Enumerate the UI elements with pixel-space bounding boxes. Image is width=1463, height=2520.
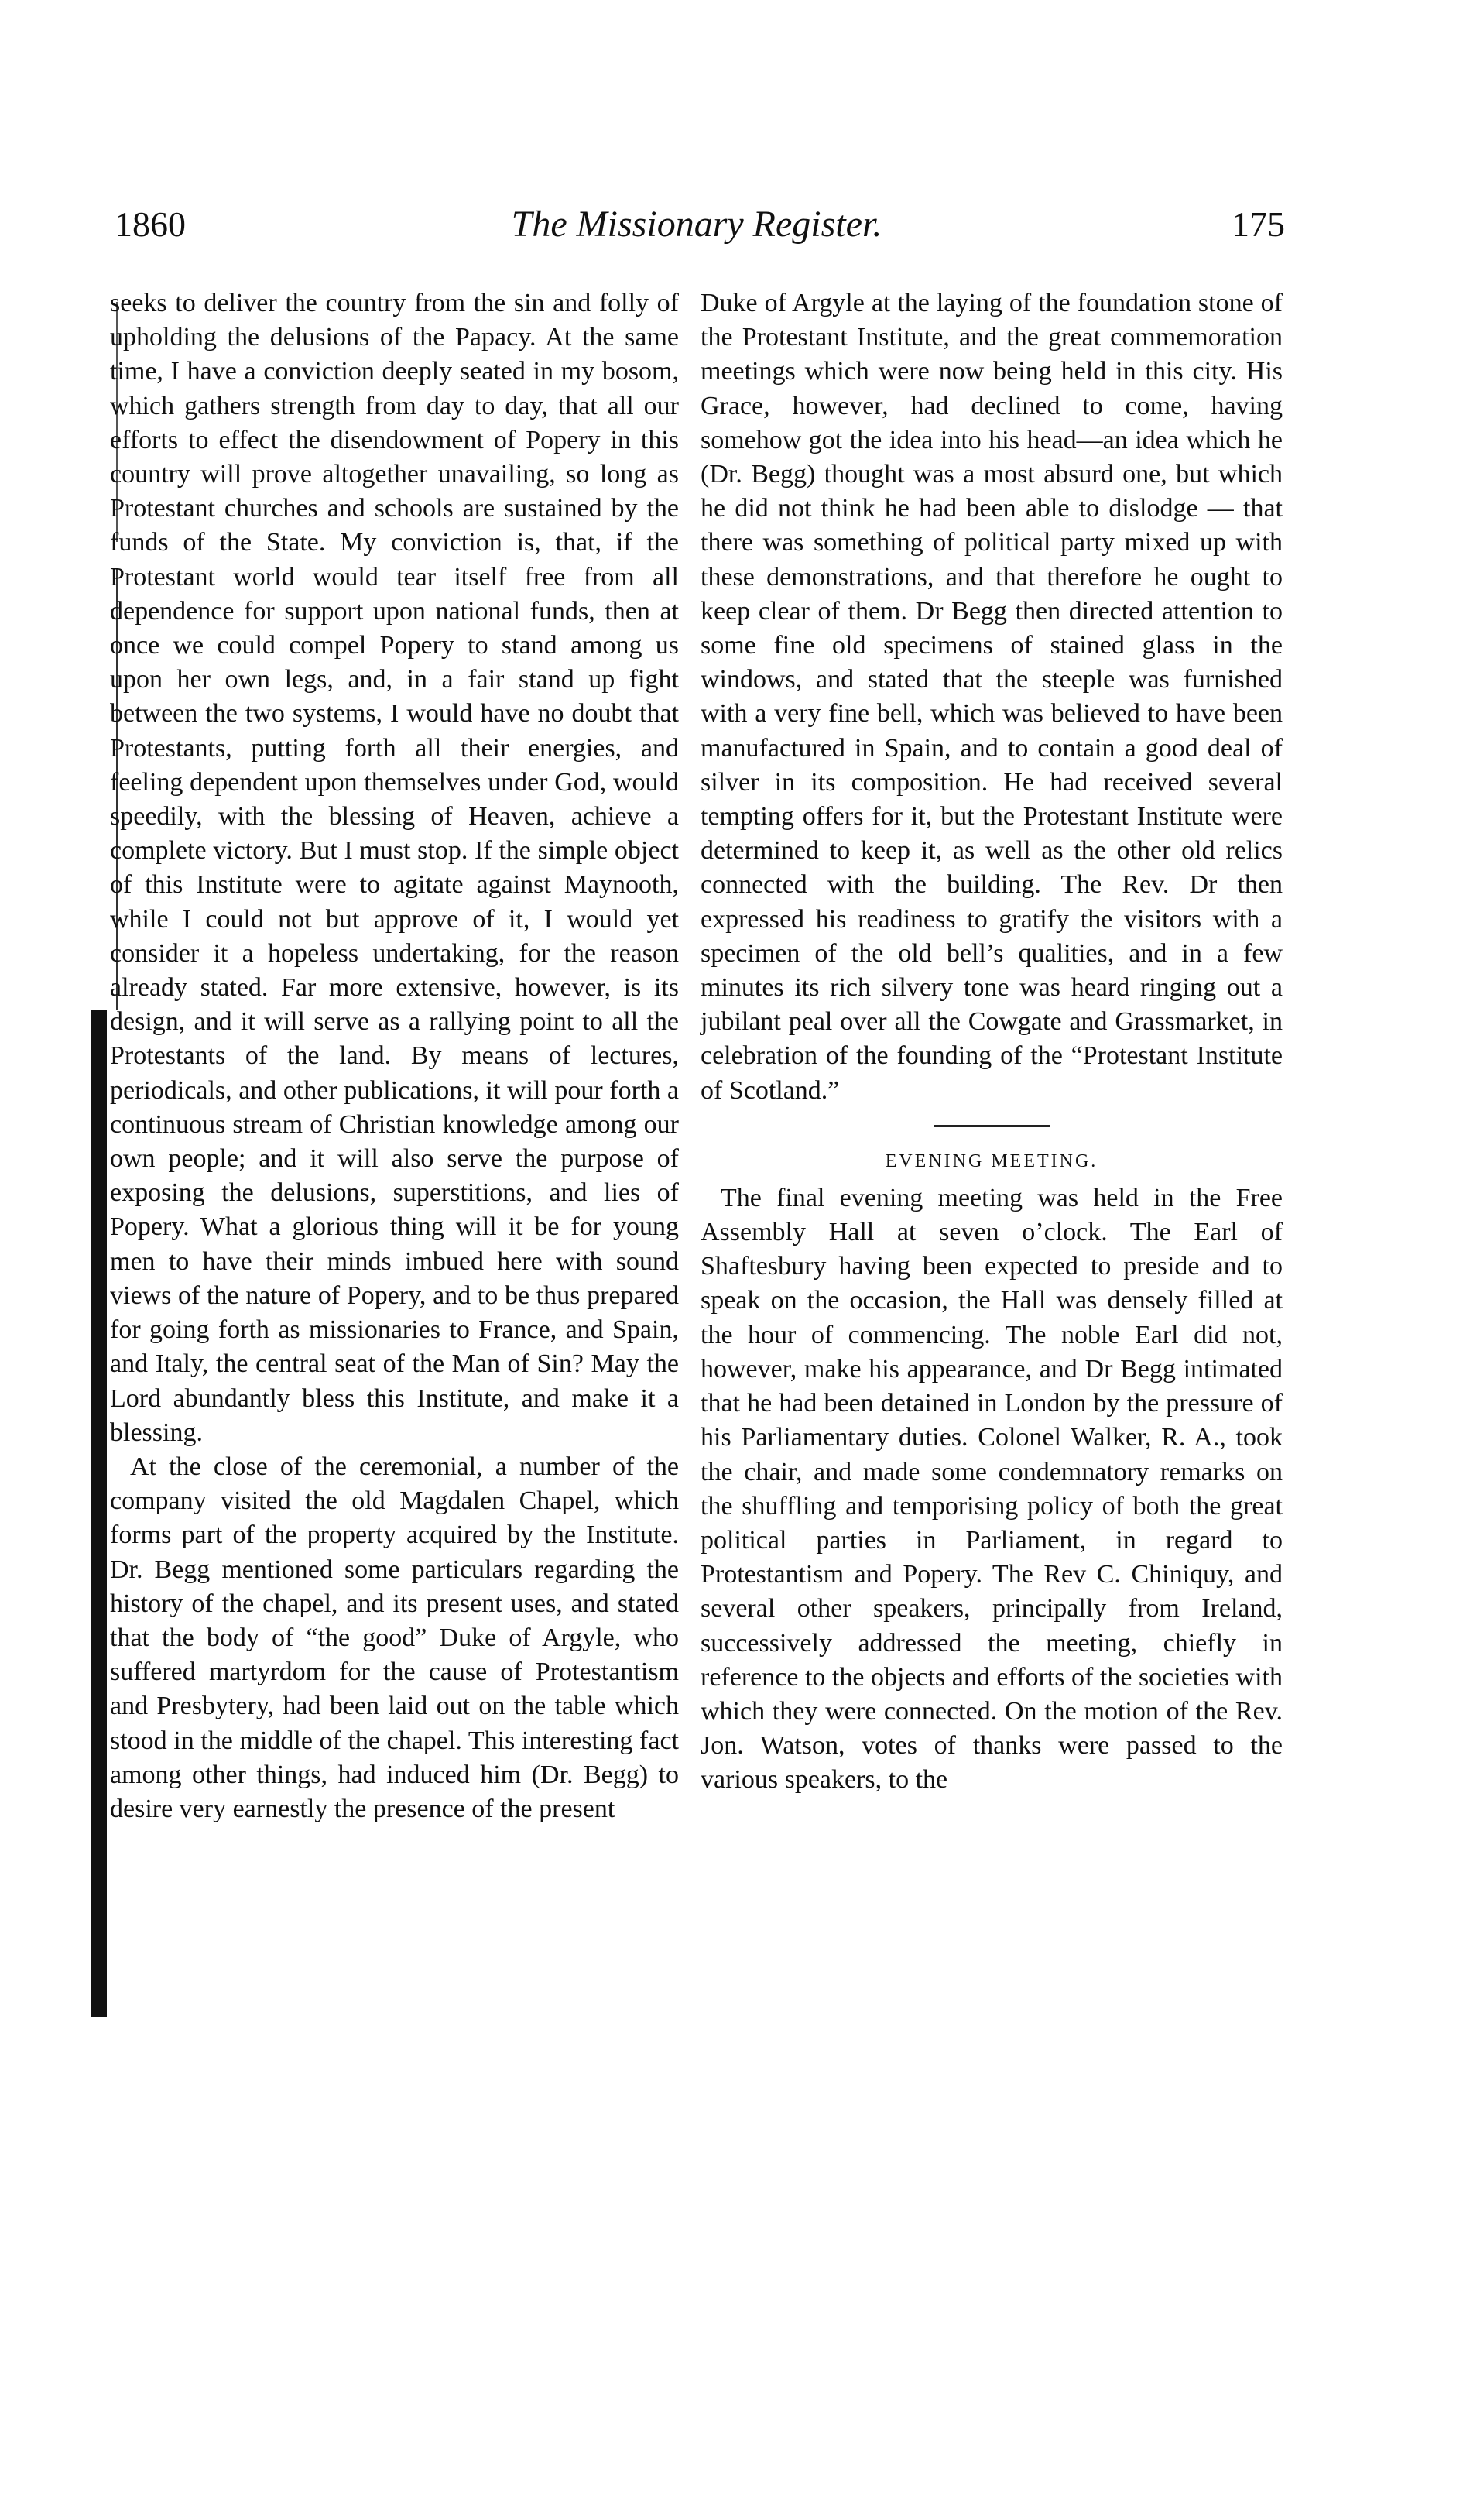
section-divider-rule <box>934 1125 1050 1127</box>
journal-title: The Missionary Register. <box>511 204 882 245</box>
binding-edge-shadow <box>91 1010 107 2017</box>
running-head <box>108 201 1285 255</box>
right-paragraph-duke-of-argyle: Duke of Argyle at the laying of the foundation stone of the Protestant Institute, and the great commemoration meetings which were now being held in this city. His Grace, however, had declined to come, having somehow got the idea into his head—an idea which he (Dr. Begg) thought was a most absurd one, but which he did not think he had been able to dislodge — that there was something of political party mixed up with these demonstrations, and that therefore he ought to keep clear of them. Dr Begg then directed attention to some fine old specimens of stained glass in the windows, and stated that the steeple was furnished with a very fine bell, which was believed to have been manufactured in Spain, and to contain a good deal of silver in its composition. He had received several tempting offers for it, but the Protestant Institute were determined to keep it, as well as the other old relics connected with the building. The Rev. Dr then expressed his readiness to gratify the visitors with a specimen of the old bell’s qualities, and in a few minutes its rich silvery tone was heard ringing out a jubilant peal over all the Cowgate and Grassmarket, in celebration of the founding of the “Protestant Institute of Scotland.” <box>701 289 1283 1105</box>
left-paragraph-chapel-visit: At the close of the ceremonial, a number of the company visited the old Magdalen Chapel, which forms part of the property acquired by the Institute. Dr. Begg mentioned some particulars regarding the history of the chapel, and its present uses, and stated that the body of “the good” Duke of Argyle, who suffered martyrdom for the cause of Protestantism and Presbytery, had been laid out on the table which stood in the middle of the chapel. This interesting fact among other things, had induced him (Dr. Begg) to desire very earnestly the presence of the present <box>110 1452 679 1823</box>
section-heading-evening-meeting: EVENING MEETING. <box>885 1150 1098 1171</box>
page-number: 175 <box>1232 204 1285 244</box>
left-paragraph-continued: seeks to deliver the country from the sin and folly of upholding the delusions of the Papacy. At the same time, I have a conviction deeply seated in my bosom, which gathers strength from day to day, that all our efforts to effect the disendowment of Popery in this country will prove altogether unavailing, so long as Protestant churches and schools are sustained by the funds of the State. My conviction is, that, if the Protestant world would tear itself free from all dependence for support upon national funds, then at once we could compel Popery to stand among us upon her own legs, and, in a fair stand up fight between the two systems, I would have no doubt that Protestants, putting forth all their energies, and feeling dependent upon themselves under God, would speedily, with the blessing of Heaven, achieve a complete victory. But I must stop. If the simple object of this Institute were to agitate against Maynooth, while I could not but approve of it, I would yet consider it a hopeless undertaking, for the reason already stated. Far more extensive, however, is its design, and it will serve as a rallying point to all the Protestants of the land. By means of lectures, periodicals, and other publications, it will pour forth a continuous stream of Christian knowledge among our own people; and it will also serve the purpose of exposing the delusions, superstitions, and lies of Popery. What a glorious thing will it be for young men to have their minds imbued here with sound views of the nature of Popery, and to be thus prepared for going forth as missionaries to France, and Spain, and Italy, the central seat of the Man of Sin? May the Lord abundantly bless this Institute, and make it a blessing. <box>110 289 679 1447</box>
right-column <box>701 286 1283 1798</box>
left-column <box>110 286 679 1826</box>
header-year: 1860 <box>115 204 186 244</box>
right-paragraph-evening-meeting: The final evening meeting was held in the Free Assembly Hall at seven o’clock. The Earl of Shaftesbury having been expected to preside and to speak on the occasion, the Hall was densely filled at the hour of commencing. The noble Earl did not, however, make his appearance, and Dr Begg intimated that he had been detained in London by the pressure of his Parliamentary duties. Colonel Walker, R. A., took the chair, and made some condemnatory remarks on the shuffling and temporising policy of both the great political parties in Parliament, in regard to Protestantism and Popery. The Rev C. Chiniquy, and several other speakers, principally from Ireland, successively addressed the meeting, chiefly in reference to the objects and efforts of the societies with which they were connected. On the motion of the Rev. Jon. Watson, votes of thanks were passed to the various speakers, to the <box>701 1183 1283 1795</box>
